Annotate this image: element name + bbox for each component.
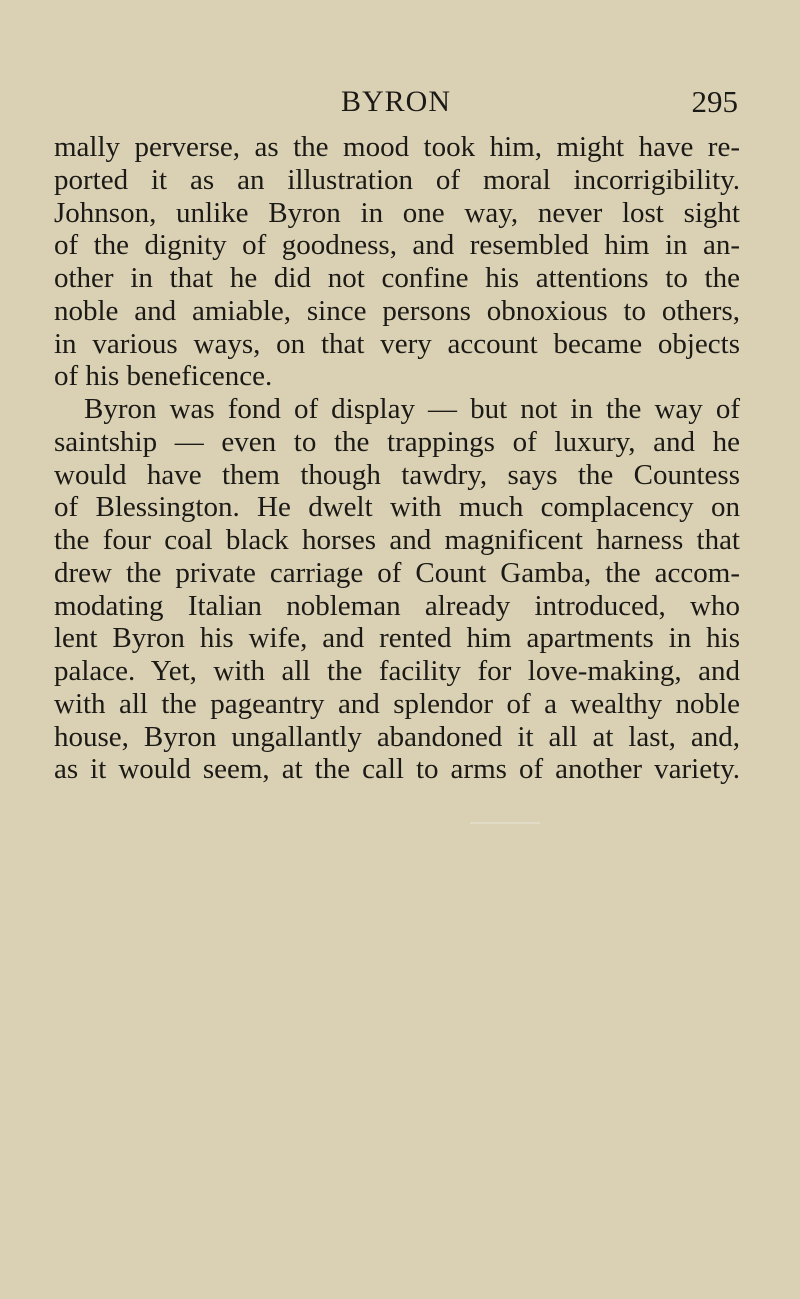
- text-line: of Blessington. He dwelt with much complacency on: [54, 491, 740, 524]
- text-line: would have them though tawdry, says the Countess: [54, 458, 740, 491]
- text-line: as it would seem, at the call to arms of another variety.: [54, 753, 740, 786]
- text-line: drew the private carriage of Count Gamba, the accom-: [54, 556, 740, 589]
- text-line: Byron was fond of display — but not in the way of: [84, 393, 740, 425]
- running-head: BYRON: [340, 85, 451, 118]
- text-line: house, Byron ungallantly abandoned it all at last, and,: [54, 720, 740, 753]
- text-line: in various ways, on that very account became objects: [54, 327, 740, 360]
- body-text: [54, 131, 740, 786]
- text-line: of his beneficence.: [54, 360, 273, 393]
- text-line: other in that he did not confine his attentions to the: [54, 262, 740, 294]
- text-line: modating Italian nobleman already introduced, who: [54, 589, 740, 622]
- text-line: the four coal black horses and magnificent harness that: [54, 524, 740, 556]
- text-line: ported it as an illustration of moral incorrigibility.: [54, 163, 740, 196]
- paper-speck: [470, 822, 540, 824]
- text-line: of the dignity of goodness, and resembled him in an-: [54, 229, 740, 262]
- text-line: mally perverse, as the mood took him, might have re-: [54, 131, 740, 163]
- page-number: 295: [691, 84, 738, 119]
- text-line: saintship — even to the trappings of luxury, and he: [54, 425, 740, 458]
- page-header: [54, 82, 738, 122]
- text-line: with all the pageantry and splendor of a wealthy noble: [54, 687, 740, 720]
- text-line: palace. Yet, with all the facility for love-making, and: [54, 655, 740, 687]
- text-line: Johnson, unlike Byron in one way, never lost sight: [54, 196, 740, 229]
- text-line: lent Byron his wife, and rented him apartments in his: [54, 622, 740, 655]
- text-line: noble and amiable, since persons obnoxious to others,: [54, 294, 740, 327]
